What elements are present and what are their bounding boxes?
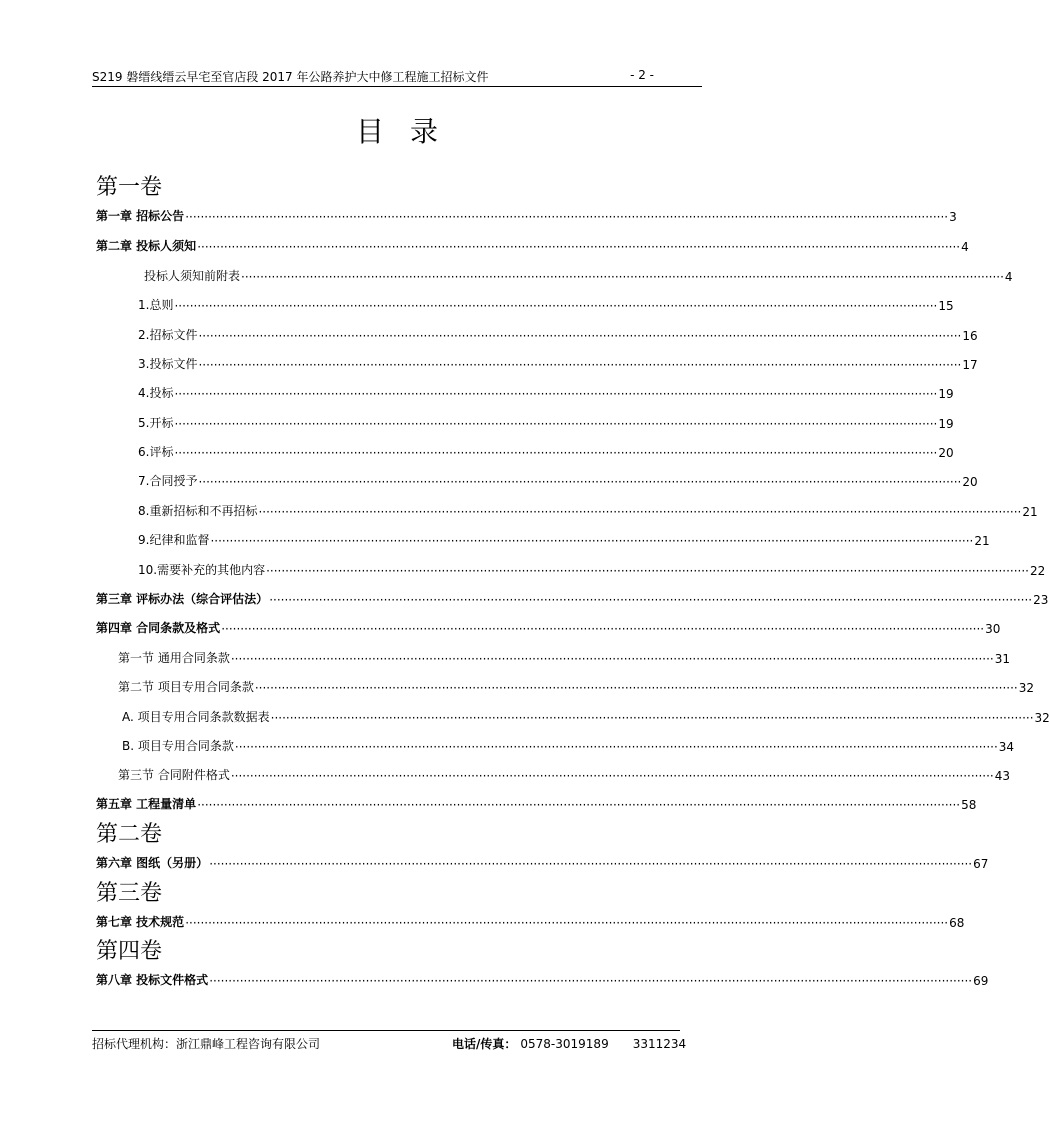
toc-entry-label: 9.纪律和监督 <box>138 533 210 547</box>
footer-agent: 招标代理机构：浙江鼎峰工程咨询有限公司 <box>92 1037 321 1051</box>
toc-entry-label: 第四章 合同条款及格式 <box>96 621 221 635</box>
toc-leader-dots: ········································································································································································································ <box>234 740 998 754</box>
toc-entry-label: 5.开标 <box>138 416 174 430</box>
document-title: 目录 <box>355 115 464 148</box>
toc-entry-page: 21 <box>974 534 990 548</box>
toc-entry[interactable] <box>118 679 1034 695</box>
toc-leader-dots: ········································································································································································································ <box>185 916 949 930</box>
toc-entry-label: 7.合同授予 <box>138 474 198 488</box>
toc-entry-page: 32 <box>1034 711 1050 725</box>
toc-entry[interactable] <box>122 709 1050 725</box>
footer-phone <box>452 1035 686 1052</box>
toc-entry-label: 第七章 技术规范 <box>96 915 185 929</box>
volume-heading-3: 第三卷 <box>96 881 163 906</box>
toc-entry[interactable] <box>138 356 978 372</box>
toc-entry-page: 34 <box>998 740 1015 754</box>
toc-leader-dots: ········································································································································································································ <box>198 329 962 343</box>
toc-entry-page: 20 <box>938 446 954 460</box>
toc-leader-dots: ········································································································································································································ <box>174 387 938 401</box>
toc-entry-label: 1.总则 <box>138 298 174 312</box>
toc-entry-page: 4 <box>961 240 969 254</box>
toc-entry-label: 10.需要补充的其他内容 <box>138 563 266 577</box>
toc-entry-page: 23 <box>1033 593 1049 607</box>
toc-entry-label: A. 项目专用合同条款数据表 <box>122 710 270 724</box>
toc-entry-page: 19 <box>938 387 954 401</box>
toc-leader-dots: ········································································································································································································ <box>197 798 961 812</box>
toc-leader-dots: ········································································································································································································ <box>209 857 973 871</box>
toc-entry-label: 8.重新招标和不再招标 <box>138 504 258 518</box>
toc-entry-page: 43 <box>994 769 1010 783</box>
toc-leader-dots: ········································································································································································································ <box>185 210 949 224</box>
toc-entry-label: 第五章 工程量清单 <box>96 797 197 811</box>
toc-entry[interactable] <box>96 796 977 812</box>
volume-heading-4: 第四卷 <box>96 939 163 964</box>
toc-entry-page: 4 <box>1004 270 1013 284</box>
toc-entry-page: 3 <box>949 210 957 224</box>
toc-leader-dots: ········································································································································································································ <box>210 534 974 548</box>
toc-entry-page: 58 <box>961 798 977 812</box>
volume-heading-2: 第二卷 <box>96 822 163 847</box>
toc-leader-dots: ········································································································································································································ <box>198 475 962 489</box>
toc-entry-label: 第一章 招标公告 <box>96 209 185 223</box>
toc-entry-label: 第三节 合同附件格式 <box>118 768 230 782</box>
volume-heading-1: 第一卷 <box>96 175 163 200</box>
toc-entry-page: 21 <box>1022 505 1038 519</box>
toc-entry[interactable] <box>138 385 954 401</box>
toc-leader-dots: ········································································································································································································ <box>270 711 1034 725</box>
toc-entry-page: 67 <box>973 857 989 871</box>
toc-entry-page: 30 <box>985 622 1001 636</box>
toc-entry-label: 第六章 图纸（另册） <box>96 856 209 870</box>
toc-entry-page: 69 <box>973 974 989 988</box>
page-footer <box>92 1030 687 1051</box>
toc-leader-dots: ········································································································································································································ <box>241 270 1004 284</box>
header-title: S219 磐缙线缙云早宅至官店段 2017 年公路养护大中修工程施工招标文件 <box>92 70 489 84</box>
toc-entry[interactable] <box>96 855 989 871</box>
toc-entry-label: 4.投标 <box>138 386 174 400</box>
footer-phone-2: 3311234 <box>632 1037 687 1051</box>
toc-leader-dots: ········································································································································································································ <box>221 622 985 636</box>
toc-entry-label: 第二章 投标人须知 <box>96 239 197 253</box>
toc-leader-dots: ········································································································································································································ <box>174 446 938 460</box>
toc-leader-dots: ········································································································································································································ <box>258 505 1022 519</box>
toc-entry-label: 3.投标文件 <box>138 357 198 371</box>
toc-entry-label: 2.招标文件 <box>138 328 198 342</box>
toc-leader-dots: ········································································································································································································ <box>230 652 994 666</box>
toc-entry[interactable] <box>138 297 954 313</box>
toc-entry[interactable] <box>118 650 1010 666</box>
toc-entry-page: 15 <box>938 299 954 313</box>
header-page-number: - 2 - <box>630 68 654 82</box>
toc-leader-dots: ········································································································································································································ <box>266 564 1029 578</box>
toc-entry-label: 第三章 评标办法（综合评估法） <box>96 592 269 606</box>
toc-entry-page: 31 <box>994 652 1010 666</box>
toc-entry-page: 68 <box>949 916 965 930</box>
toc-entry-page: 32 <box>1018 681 1034 695</box>
toc-entry-page: 16 <box>962 329 978 343</box>
toc-entry-label: 第八章 投标文件格式 <box>96 973 209 987</box>
toc-leader-dots: ········································································································································································································ <box>209 974 973 988</box>
toc-entry[interactable] <box>138 415 954 431</box>
footer-phone-label: 电话/传真： <box>452 1037 517 1051</box>
toc-entry[interactable] <box>122 738 1015 754</box>
toc-leader-dots: ········································································································································································································ <box>254 681 1018 695</box>
toc-entry[interactable] <box>96 972 989 988</box>
toc-entry[interactable] <box>96 620 1001 636</box>
toc-leader-dots: ········································································································································································································ <box>230 769 994 783</box>
toc-entry-page: 19 <box>938 417 954 431</box>
toc-entry[interactable] <box>138 444 954 460</box>
toc-entry[interactable] <box>144 268 1013 284</box>
toc-entry-page: 22 <box>1029 564 1046 578</box>
toc-entry[interactable] <box>138 503 1038 519</box>
toc-entry[interactable] <box>96 238 969 254</box>
page-header <box>92 66 702 87</box>
toc-entry-label: 第一节 通用合同条款 <box>118 651 230 665</box>
toc-entry[interactable] <box>118 767 1010 783</box>
toc-entry-label: B. 项目专用合同条款 <box>122 739 234 753</box>
toc-entry-page: 20 <box>962 475 978 489</box>
toc-leader-dots: ········································································································································································································ <box>198 358 962 372</box>
toc-entry[interactable] <box>138 562 1046 578</box>
toc-entry-label: 投标人须知前附表 <box>144 269 241 283</box>
toc-entry[interactable] <box>138 532 990 548</box>
toc-entry[interactable] <box>96 591 1049 607</box>
toc-leader-dots: ········································································································································································································ <box>174 299 938 313</box>
toc-entry-page: 17 <box>962 358 978 372</box>
toc-entry[interactable] <box>138 473 978 489</box>
toc-entry-label: 第二节 项目专用合同条款 <box>118 680 254 694</box>
toc-entry-label: 6.评标 <box>138 445 174 459</box>
toc-leader-dots: ········································································································································································································ <box>174 417 938 431</box>
toc-leader-dots: ········································································································································································································ <box>197 240 961 254</box>
footer-phone-1: 0578-3019189 <box>520 1037 609 1051</box>
toc-entry[interactable] <box>138 327 978 343</box>
toc-leader-dots: ········································································································································································································ <box>269 593 1033 607</box>
toc-entry[interactable] <box>96 914 965 930</box>
toc-entry[interactable] <box>96 208 957 224</box>
